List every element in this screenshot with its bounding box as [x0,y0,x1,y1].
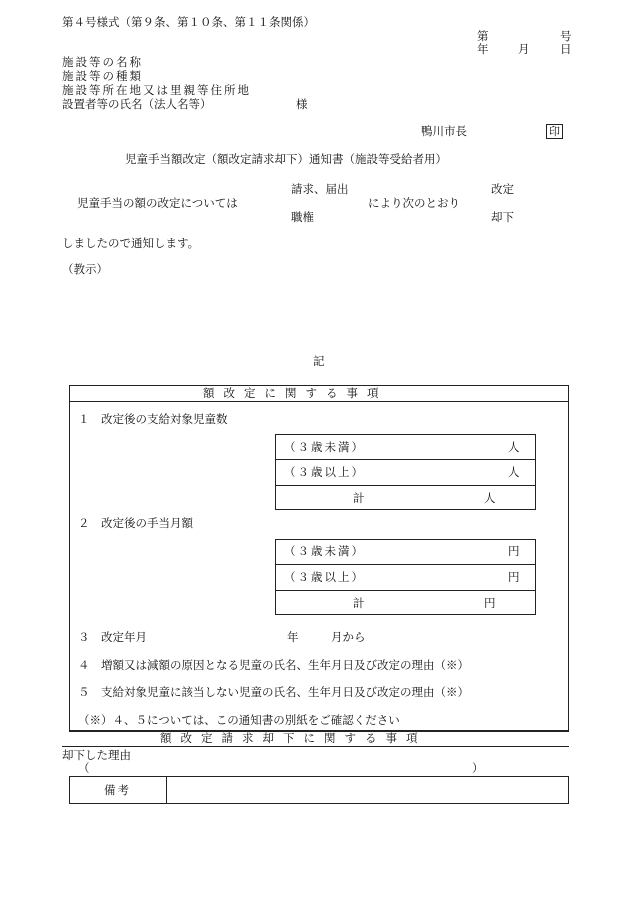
item3-label: ３ 改定年月 [78,630,147,644]
ki-marker: 記 [313,354,325,368]
section1-header: 額改定に関する事項 [203,386,388,400]
children-under3-unit: 人 [508,440,520,454]
date-year: 年 [477,42,489,56]
monthly-amount-row-divider-2 [275,590,536,591]
amount-under3-unit: 円 [508,544,520,558]
rejection-reason-label: 却下した理由 [62,748,131,762]
body-option-d: 却下 [491,210,514,224]
body-option-c: 改定 [491,182,514,196]
amount-over3-label: （３歳以上） [284,570,365,584]
body-middle: により次のとおり [368,196,460,210]
item5-label: ５ 支給対象児童に該当しない児童の氏名、生年月日及び改定の理由（※） [78,685,469,699]
amount-over3-unit: 円 [508,570,520,584]
issuer-name: 鴨川市長 [421,124,467,138]
monthly-amount-row-divider-1 [275,564,536,565]
owner-name-label: 設置者等の氏名（法人名等） [62,97,212,111]
body-option-a: 請求、届出 [291,182,349,196]
section1-header-divider [69,401,569,402]
item2-label: ２ 改定後の手当月額 [78,516,193,530]
document-title: 児童手当額改定（額改定請求却下）通知書（施設等受給者用） [125,152,447,166]
remarks-label: 備考 [104,783,131,797]
form-number: 第４号様式（第９条、第１０条、第１１条関係） [62,15,315,29]
seal-stamp: 印 [546,124,563,139]
amount-total-label: 計 [353,596,365,610]
facility-name-label: 施設等の名称 [62,55,143,69]
item3-month: 月から [331,630,366,644]
body-option-b: 職権 [291,210,314,224]
doc-number-suffix: 号 [560,29,572,43]
rejection-paren-open: （ [78,761,90,775]
children-over3-label: （３歳以上） [284,465,365,479]
children-total-unit: 人 [484,491,496,505]
item1-label: １ 改定後の支給対象児童数 [78,412,228,426]
section2-header: 額改定請求却下に関する事項 [160,731,427,745]
doc-number-prefix: 第 [477,29,489,43]
children-over3-unit: 人 [508,465,520,479]
note: （※）４、５については、この通知書の別紙をご確認ください [78,713,400,727]
date-month: 月 [518,42,530,56]
amount-under3-label: （３歳未満） [284,544,365,558]
body-prefix: 児童手当の額の改定については [77,196,238,210]
facility-address-label: 施設等所在地又は里親等住所地 [62,83,251,97]
remarks-box [69,776,569,804]
facility-type-label: 施設等の種類 [62,69,143,83]
body-closing: しましたので通知します。 [62,236,200,250]
rejection-paren-close: ） [472,761,484,775]
date-day: 日 [560,42,572,56]
item3-year: 年 [287,630,299,644]
children-total-label: 計 [353,491,365,505]
children-count-row-divider-1 [275,459,536,460]
section2-header-divider [62,746,569,747]
children-under3-label: （３歳未満） [284,440,365,454]
item4-label: ４ 増額又は減額の原因となる児童の氏名、生年月日及び改定の理由（※） [78,658,469,672]
children-count-row-divider-2 [275,485,536,486]
instruction-label: （教示） [62,262,108,276]
honorific: 様 [296,97,308,111]
amount-total-unit: 円 [484,596,496,610]
remarks-divider [166,776,167,804]
